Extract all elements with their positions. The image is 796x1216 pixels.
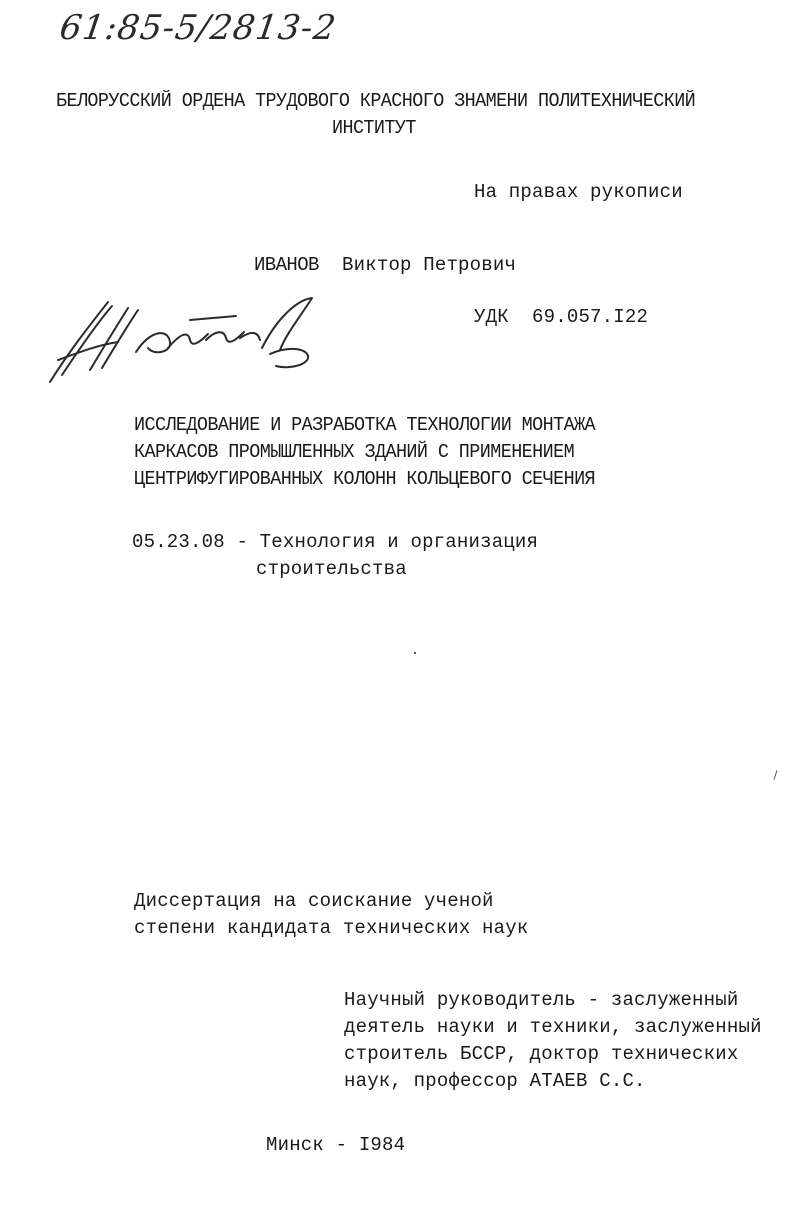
dissertation-title [134,412,595,493]
udc-classification [474,306,648,328]
city-year: Минск - I984 [266,1134,406,1156]
author-name [254,254,516,276]
specialty-code-line [132,531,538,553]
specialty-name-line2: строительства [256,558,407,580]
specialty-dash: - [236,531,249,553]
supervisor-line: Научный руководитель - заслуженный [344,989,739,1011]
title-line: ИССЛЕДОВАНИЕ И РАЗРАБОТКА ТЕХНОЛОГИИ МОНТАЖА [134,414,596,436]
supervisor-line: строитель БССР, доктор технических [344,1043,739,1065]
specialty-name-line1: Технология и организация [259,531,539,553]
institution-name-line2: ИНСТИТУТ [332,117,416,139]
author-given-names: Виктор Петрович [342,254,517,276]
degree-line1: Диссертация на соискание ученой [134,890,494,912]
udc-code: 69.057.I22 [532,306,649,328]
supervisor-line: наук, профессор АТАЕВ С.С. [344,1070,646,1092]
supervisor-line: деятель науки и техники, заслуженный [344,1016,762,1038]
scan-speck [773,770,777,780]
supervisor-block [344,987,762,1095]
rights-note: На правах рукописи [474,181,683,203]
author-signature [40,290,330,390]
degree-line2: степени кандидата технических наук [134,917,529,939]
udc-label: УДК [474,306,509,328]
archive-stamp [57,8,339,48]
title-line: ЦЕНТРИФУГИРОВАННЫХ КОЛОНН КОЛЬЦЕВОГО СЕЧЕНИЯ [134,468,596,490]
scan-speck [414,652,416,654]
author-surname: ИВАНОВ [254,254,319,276]
specialty-code: 05.23.08 [132,531,225,553]
degree-statement [134,888,528,942]
archive-number: 61:85-5/2813-2 [57,8,340,48]
title-line: КАРКАСОВ ПРОМЫШЛЕННЫХ ЗДАНИЙ С ПРИМЕНЕНИЕМ [134,441,575,463]
institution-name-line1: БЕЛОРУССКИЙ ОРДЕНА ТРУДОВОГО КРАСНОГО ЗНАМЕНИ ПОЛИТЕХНИЧЕСКИЙ [56,90,696,112]
